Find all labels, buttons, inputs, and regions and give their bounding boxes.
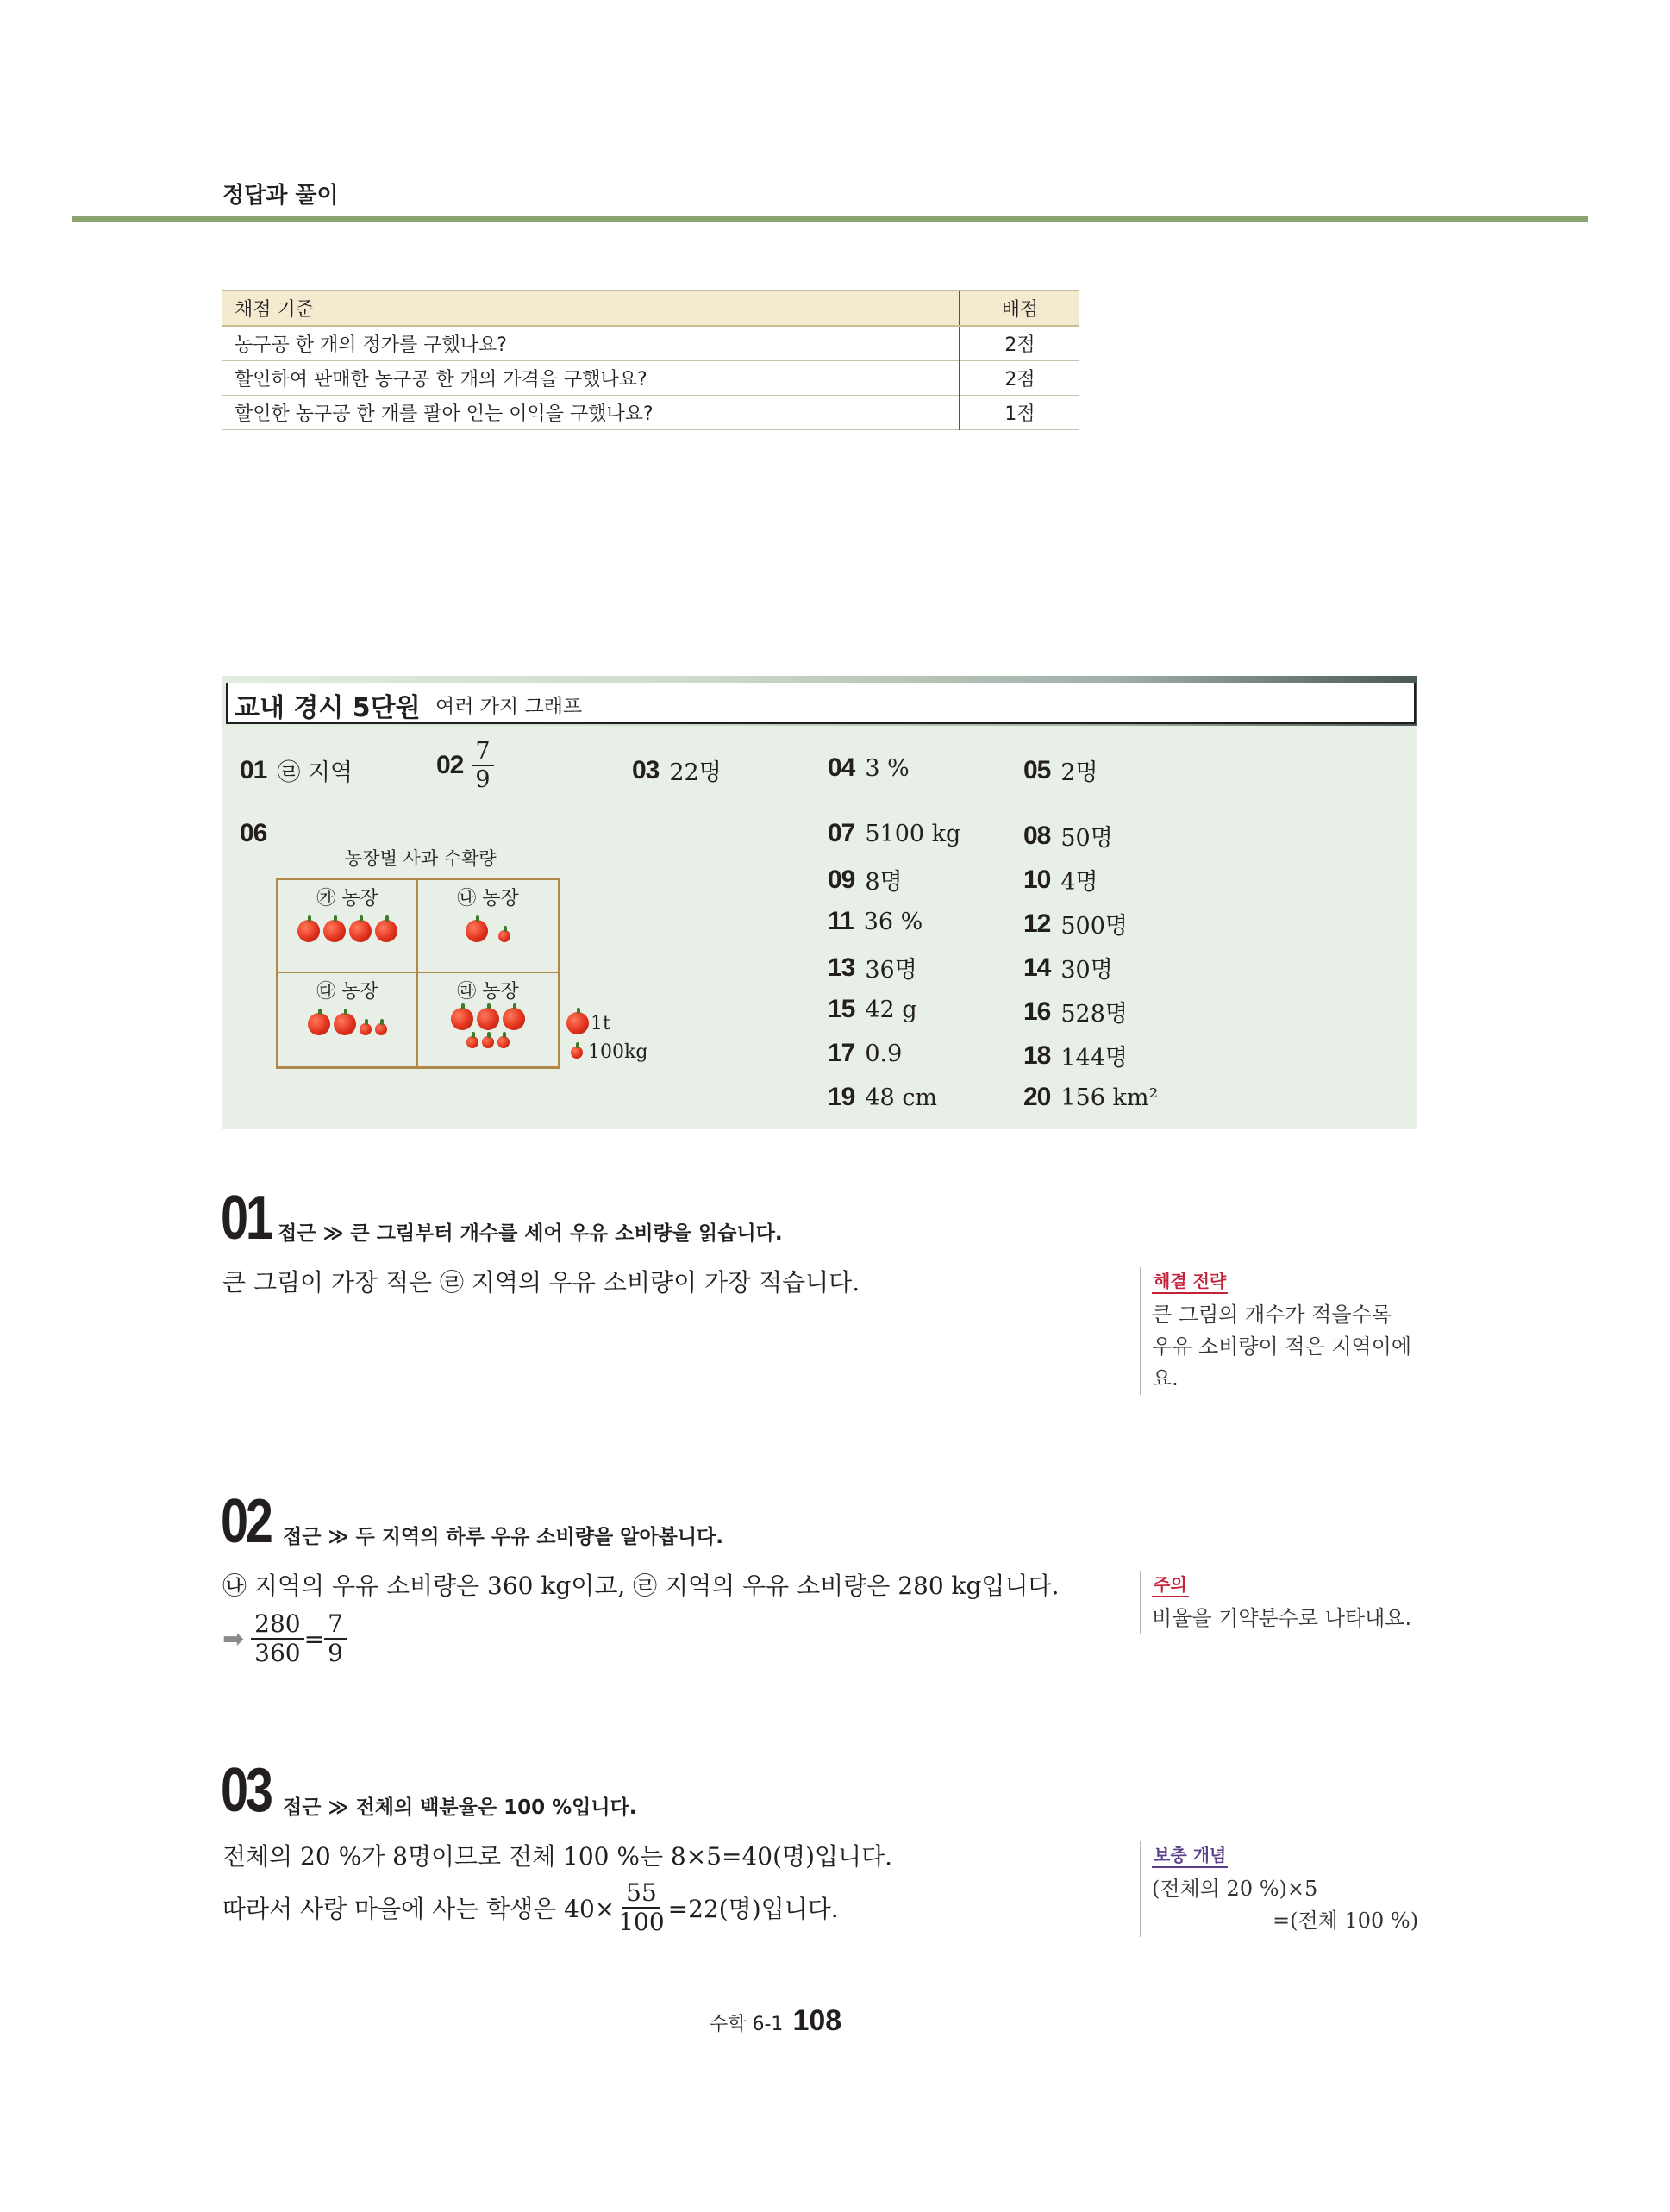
fraction bbox=[324, 1609, 347, 1667]
farm-label: ㉱ 농장 bbox=[457, 981, 519, 1003]
answer-item bbox=[828, 1083, 937, 1112]
answer-number: 09 bbox=[828, 865, 855, 894]
note-line: 큰 그림의 개수가 적을수록 bbox=[1152, 1303, 1392, 1327]
fraction-numerator: 7 bbox=[472, 740, 493, 766]
header-rule bbox=[72, 216, 1588, 222]
answer-number: 02 bbox=[436, 751, 464, 779]
apple-icon bbox=[477, 1008, 499, 1030]
section-number: 02 bbox=[221, 1487, 271, 1556]
answer-number: 06 bbox=[240, 819, 267, 847]
fraction-numerator: 55 bbox=[622, 1881, 660, 1909]
answer-value: 36 % bbox=[863, 908, 923, 935]
points-header: 배점 bbox=[960, 291, 1079, 326]
answer-value: 3 % bbox=[865, 754, 910, 782]
answer-item bbox=[828, 995, 917, 1024]
table-row bbox=[222, 396, 1079, 430]
small-apple-icon bbox=[375, 1023, 387, 1035]
answer-value: 0.9 bbox=[865, 1040, 903, 1067]
answer-number: 11 bbox=[828, 907, 854, 935]
fraction-numerator: 280 bbox=[251, 1612, 303, 1640]
answer-number: 20 bbox=[1023, 1083, 1051, 1111]
note-body bbox=[1152, 1873, 1418, 1937]
note-line: 우유 소비량이 적은 지역이에 bbox=[1152, 1334, 1412, 1359]
answer-item bbox=[1023, 995, 1128, 1028]
pictograph-legend-big bbox=[565, 1012, 610, 1034]
answer-item bbox=[436, 740, 494, 791]
section-body-line: ㉯ 지역의 우유 소비량은 360 kg이고, ㉣ 지역의 우유 소비량은 280 kg입니다. bbox=[222, 1572, 1060, 1600]
answer-number: 12 bbox=[1023, 909, 1051, 938]
answer-number: 15 bbox=[828, 995, 855, 1023]
farm-cell bbox=[278, 880, 418, 973]
small-apple-icon bbox=[498, 930, 510, 942]
pictograph-grid bbox=[276, 878, 560, 1069]
answer-number: 03 bbox=[632, 755, 660, 784]
answer-value: 156 km² bbox=[1060, 1084, 1159, 1111]
farm-cell bbox=[418, 880, 558, 973]
section-body-line: 전체의 20 %가 8명이므로 전체 100 %는 8×5=40(명)입니다. bbox=[222, 1842, 893, 1871]
apple-icon bbox=[466, 920, 488, 942]
answer-value: 30명 bbox=[1060, 957, 1113, 984]
answer-item bbox=[240, 753, 353, 787]
answer-value: 5100 kg bbox=[865, 820, 961, 847]
section-number: 03 bbox=[221, 1756, 271, 1825]
criteria-header: 채점 기준 bbox=[222, 291, 960, 326]
side-note bbox=[1140, 1841, 1418, 1937]
answer-number: 14 bbox=[1023, 953, 1051, 982]
note-label: 주의 bbox=[1152, 1571, 1189, 1597]
scoring-table-header bbox=[222, 291, 1079, 326]
page-header-title: 정답과 풀이 bbox=[222, 183, 339, 209]
small-apple-icon bbox=[466, 1036, 478, 1048]
criteria-cell: 할인한 농구공 한 개를 팔아 얻는 이익을 구했나요? bbox=[222, 396, 960, 430]
note-line: =(전체 100 %) bbox=[1273, 1909, 1419, 1933]
answer-item bbox=[1023, 951, 1113, 984]
answer-number: 08 bbox=[1023, 821, 1051, 850]
note-line: 요. bbox=[1152, 1366, 1179, 1390]
small-apple-icon bbox=[497, 1036, 510, 1048]
answer-number: 01 bbox=[240, 755, 267, 784]
farm-label: ㉯ 농장 bbox=[457, 888, 519, 909]
note-label: 해결 전략 bbox=[1152, 1267, 1228, 1294]
fraction-denominator: 9 bbox=[475, 766, 491, 793]
fraction-denominator: 9 bbox=[328, 1639, 343, 1667]
legend-small-label: 100kg bbox=[588, 1041, 648, 1063]
small-apple-icon bbox=[482, 1036, 494, 1048]
answer-value: 4명 bbox=[1060, 869, 1098, 896]
apple-icon bbox=[566, 1012, 589, 1034]
table-row bbox=[222, 326, 1079, 361]
answers-title: 교내 경시 5단원 bbox=[235, 693, 421, 723]
scoring-table bbox=[222, 290, 1079, 430]
answer-item bbox=[1023, 863, 1098, 897]
equals-sign: = bbox=[303, 1624, 325, 1653]
fraction-denominator: 360 bbox=[254, 1639, 301, 1667]
farm-label: ㉰ 농장 bbox=[316, 981, 378, 1003]
note-line: 비율을 기약분수로 나타내요. bbox=[1152, 1606, 1412, 1630]
criteria-cell: 할인하여 판매한 농구공 한 개의 가격을 구했나요? bbox=[222, 361, 960, 396]
answer-number: 16 bbox=[1023, 997, 1051, 1026]
apple-icons bbox=[278, 920, 416, 946]
section-body-line bbox=[222, 1878, 839, 1936]
side-note bbox=[1140, 1571, 1411, 1634]
note-line: (전체의 20 %)×5 bbox=[1152, 1877, 1318, 1901]
section-number: 01 bbox=[221, 1184, 271, 1253]
apple-icon bbox=[323, 920, 346, 942]
section-approach: 접근 ≫ 큰 그림부터 개수를 세어 우유 소비량을 읽습니다. bbox=[278, 1222, 783, 1245]
body-text-part: =22(명)입니다. bbox=[667, 1895, 839, 1923]
apple-icons bbox=[418, 1008, 558, 1052]
answer-value: 500명 bbox=[1060, 913, 1128, 940]
answer-item bbox=[828, 907, 923, 936]
answer-value: 8명 bbox=[865, 869, 903, 896]
farm-cell bbox=[278, 973, 418, 1066]
answers-subtitle: 여러 가지 그래프 bbox=[435, 696, 583, 718]
apple-icons bbox=[418, 920, 558, 946]
apple-icon bbox=[375, 920, 397, 942]
apple-icon bbox=[308, 1013, 330, 1035]
answer-number: 18 bbox=[1023, 1040, 1051, 1070]
section-body-line: 큰 그림이 가장 적은 ㉣ 지역의 우유 소비량이 가장 적습니다. bbox=[222, 1268, 860, 1297]
points-cell: 2점 bbox=[960, 326, 1079, 361]
fraction-numerator: 7 bbox=[324, 1612, 347, 1640]
answer-item bbox=[1023, 1083, 1158, 1112]
answer-number: 19 bbox=[828, 1083, 855, 1111]
answer-item bbox=[828, 753, 910, 783]
answer-item bbox=[632, 753, 722, 787]
footer-subject: 수학 6-1 bbox=[710, 2014, 784, 2035]
fraction-denominator: 100 bbox=[618, 1908, 665, 1936]
apple-icon bbox=[349, 920, 372, 942]
answer-number: 13 bbox=[828, 953, 855, 982]
answer-item bbox=[828, 1039, 902, 1068]
farm-cell bbox=[418, 973, 558, 1066]
section-equation bbox=[222, 1609, 347, 1667]
side-note bbox=[1140, 1267, 1411, 1395]
answer-value: 528명 bbox=[1060, 1001, 1128, 1028]
points-cell: 2점 bbox=[960, 361, 1079, 396]
answer-item bbox=[240, 819, 266, 848]
criteria-cell: 농구공 한 개의 정가를 구했나요? bbox=[222, 326, 960, 361]
legend-big-label: 1t bbox=[591, 1012, 610, 1034]
apple-icons bbox=[278, 1013, 416, 1039]
pictograph-caption: 농장별 사과 수확량 bbox=[345, 848, 497, 869]
note-body bbox=[1152, 1603, 1411, 1634]
pictograph-legend-small bbox=[569, 1041, 647, 1063]
answer-item bbox=[828, 819, 960, 848]
apple-icon bbox=[297, 920, 320, 942]
answer-value: 2명 bbox=[1060, 759, 1098, 786]
arrow-icon: ➡ bbox=[222, 1623, 245, 1654]
answer-value: 50명 bbox=[1060, 825, 1113, 852]
farm-label: ㉮ 농장 bbox=[316, 888, 378, 909]
page-footer bbox=[710, 2004, 841, 2038]
answer-number: 17 bbox=[828, 1039, 855, 1067]
answer-number: 07 bbox=[828, 819, 855, 847]
note-body bbox=[1152, 1299, 1411, 1395]
page-number: 108 bbox=[792, 2004, 842, 2037]
apple-icon bbox=[503, 1008, 525, 1030]
apple-icon bbox=[451, 1008, 473, 1030]
answer-item bbox=[828, 863, 903, 897]
answer-value: 36명 bbox=[865, 957, 917, 984]
answer-item bbox=[1023, 907, 1128, 940]
answer-item bbox=[1023, 753, 1098, 787]
answer-number: 05 bbox=[1023, 755, 1051, 784]
section-approach: 접근 ≫ 두 지역의 하루 우유 소비량을 알아봅니다. bbox=[283, 1526, 724, 1548]
fraction bbox=[615, 1878, 667, 1936]
answer-value: 42 g bbox=[865, 996, 917, 1023]
answer-item bbox=[1023, 1039, 1128, 1072]
answer-number: 10 bbox=[1023, 865, 1051, 894]
answer-value: 144명 bbox=[1060, 1045, 1128, 1072]
table-row bbox=[222, 361, 1079, 396]
note-label: 보충 개념 bbox=[1152, 1841, 1228, 1868]
points-cell: 1점 bbox=[960, 396, 1079, 430]
answer-number: 04 bbox=[828, 753, 855, 782]
small-apple-icon bbox=[360, 1023, 372, 1035]
answer-value: ㉣ 지역 bbox=[277, 759, 353, 786]
answer-value: 48 cm bbox=[865, 1084, 938, 1111]
fraction bbox=[251, 1609, 303, 1667]
answer-fraction bbox=[472, 740, 493, 791]
body-text-part: 따라서 사랑 마을에 사는 학생은 40× bbox=[222, 1895, 616, 1923]
answer-item bbox=[828, 951, 917, 984]
answer-value: 22명 bbox=[669, 759, 722, 786]
section-approach: 접근 ≫ 전체의 백분율은 100 %입니다. bbox=[283, 1796, 637, 1819]
small-apple-icon bbox=[571, 1047, 583, 1059]
answer-item bbox=[1023, 819, 1113, 853]
apple-icon bbox=[334, 1013, 356, 1035]
